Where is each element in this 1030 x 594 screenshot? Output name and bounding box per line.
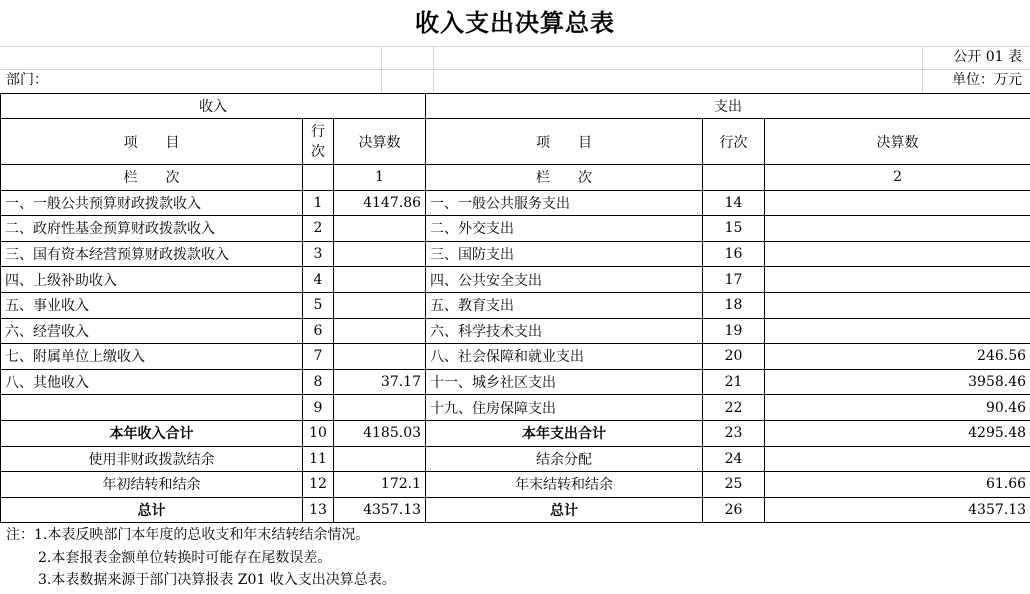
grand-expense-total-no: 26 xyxy=(703,497,765,523)
income-amount xyxy=(334,241,426,267)
table-row xyxy=(1,395,1030,421)
income-row-no: 2 xyxy=(303,216,334,242)
year-income-total-no: 10 xyxy=(303,420,334,446)
nonfiscal-balance-no: 11 xyxy=(303,446,334,472)
income-section-header: 收入 xyxy=(1,94,426,119)
empty-cell xyxy=(303,165,334,191)
table-row xyxy=(1,190,1030,216)
expense-amount: 3958.46 xyxy=(765,369,1030,395)
income-item: 七、附属单位上缴收入 xyxy=(1,344,303,370)
income-item xyxy=(1,395,303,421)
income-expense-table xyxy=(0,93,1030,523)
expense-item: 四、公共安全支出 xyxy=(426,267,703,293)
grand-expense-total-label: 总计 xyxy=(426,497,703,523)
expense-item-header: 项 目 xyxy=(426,119,703,165)
surplus-distribution-amount xyxy=(765,446,1030,472)
income-item: 六、经营收入 xyxy=(1,318,303,344)
table-row xyxy=(1,446,1030,472)
table-row xyxy=(1,344,1030,370)
end-carryover-label: 年末结转和结余 xyxy=(426,472,703,498)
income-row-no-header: 行次 xyxy=(303,119,334,165)
income-item: 二、政府性基金预算财政拨款收入 xyxy=(1,216,303,242)
expense-column-index: 2 xyxy=(765,165,1030,191)
table-row xyxy=(1,216,1030,242)
year-expense-total-amount: 4295.48 xyxy=(765,420,1030,446)
income-column-index: 1 xyxy=(334,165,426,191)
surplus-distribution-label: 结余分配 xyxy=(426,446,703,472)
year-income-total-label: 本年收入合计 xyxy=(1,420,303,446)
empty-cell xyxy=(703,165,765,191)
expense-row-no: 15 xyxy=(703,216,765,242)
expense-row-no: 20 xyxy=(703,344,765,370)
expense-item: 八、社会保障和就业支出 xyxy=(426,344,703,370)
expense-amount xyxy=(765,292,1030,318)
grand-income-total-amount: 4357.13 xyxy=(334,497,426,523)
expense-row-no: 19 xyxy=(703,318,765,344)
income-amount xyxy=(334,344,426,370)
income-amount xyxy=(334,267,426,293)
table-row xyxy=(1,369,1030,395)
expense-item: 一、一般公共服务支出 xyxy=(426,190,703,216)
expense-row-no: 16 xyxy=(703,241,765,267)
table-row xyxy=(1,241,1030,267)
expense-amount: 246.56 xyxy=(765,344,1030,370)
income-item: 八、其他收入 xyxy=(1,369,303,395)
nonfiscal-balance-label: 使用非财政拨款结余 xyxy=(1,446,303,472)
form-code: 公开 01 表 xyxy=(953,49,1022,65)
expense-item: 十九、住房保障支出 xyxy=(426,395,703,421)
income-amount xyxy=(334,216,426,242)
expense-item: 二、外交支出 xyxy=(426,216,703,242)
income-amount xyxy=(334,395,426,421)
begin-carryover-label: 年初结转和结余 xyxy=(1,472,303,498)
income-row-no: 3 xyxy=(303,241,334,267)
table-row xyxy=(1,292,1030,318)
income-row-no: 9 xyxy=(303,395,334,421)
year-expense-total-label: 本年支出合计 xyxy=(426,420,703,446)
note-3: 3.本表数据来源于部门决算报表 Z01 收入支出决算总表。 xyxy=(38,572,396,588)
nonfiscal-balance-amount xyxy=(334,446,426,472)
column-index-label: 栏 次 xyxy=(1,165,303,191)
expense-item: 六、科学技术支出 xyxy=(426,318,703,344)
expense-row-no-header: 行次 xyxy=(703,119,765,165)
expense-amount xyxy=(765,190,1030,216)
income-amount xyxy=(334,318,426,344)
table-row xyxy=(1,318,1030,344)
end-carryover-amount: 61.66 xyxy=(765,472,1030,498)
table-row xyxy=(1,472,1030,498)
expense-amount xyxy=(765,318,1030,344)
income-amount xyxy=(334,292,426,318)
expense-row-no: 21 xyxy=(703,369,765,395)
department-label: 部门： xyxy=(6,72,48,88)
expense-item: 十一、城乡社区支出 xyxy=(426,369,703,395)
income-row-no: 4 xyxy=(303,267,334,293)
income-row-no: 5 xyxy=(303,292,334,318)
income-row-no: 6 xyxy=(303,318,334,344)
expense-item: 五、教育支出 xyxy=(426,292,703,318)
income-row-no: 7 xyxy=(303,344,334,370)
grand-income-total-label: 总计 xyxy=(1,497,303,523)
end-carryover-no: 25 xyxy=(703,472,765,498)
grand-expense-total-amount: 4357.13 xyxy=(765,497,1030,523)
grand-total-row xyxy=(1,497,1030,523)
unit-label: 单位：万元 xyxy=(952,72,1022,88)
income-item: 一、一般公共预算财政拨款收入 xyxy=(1,190,303,216)
income-row-no: 1 xyxy=(303,190,334,216)
notes xyxy=(6,524,396,592)
begin-carryover-amount: 172.1 xyxy=(334,472,426,498)
year-income-total-amount: 4185.03 xyxy=(334,420,426,446)
expense-row-no: 17 xyxy=(703,267,765,293)
note-2: 2.本套报表金额单位转换时可能存在尾数误差。 xyxy=(38,549,332,566)
expense-amount-header: 决算数 xyxy=(765,119,1030,165)
year-total-row xyxy=(1,420,1030,446)
income-item: 三、国有资本经营预算财政拨款收入 xyxy=(1,241,303,267)
expense-amount xyxy=(765,267,1030,293)
note-1: 注：1.本表反映部门本年度的总收支和年末结转结余情况。 xyxy=(6,527,370,543)
grand-income-total-no: 13 xyxy=(303,497,334,523)
sheet-gridlines xyxy=(0,46,1030,93)
expense-row-no: 22 xyxy=(703,395,765,421)
income-amount: 37.17 xyxy=(334,369,426,395)
expense-amount: 90.46 xyxy=(765,395,1030,421)
income-amount: 4147.86 xyxy=(334,190,426,216)
surplus-distribution-no: 24 xyxy=(703,446,765,472)
page-title: 收入支出决算总表 xyxy=(415,8,615,37)
income-amount-header: 决算数 xyxy=(334,119,426,165)
year-expense-total-no: 23 xyxy=(703,420,765,446)
begin-carryover-no: 12 xyxy=(303,472,334,498)
expense-section-header: 支出 xyxy=(426,94,1030,119)
expense-item: 三、国防支出 xyxy=(426,241,703,267)
table-row xyxy=(1,267,1030,293)
income-item: 四、上级补助收入 xyxy=(1,267,303,293)
income-item: 五、事业收入 xyxy=(1,292,303,318)
income-row-no: 8 xyxy=(303,369,334,395)
income-item-header: 项 目 xyxy=(1,119,303,165)
expense-row-no: 14 xyxy=(703,190,765,216)
column-index-label-2: 栏 次 xyxy=(426,165,703,191)
expense-row-no: 18 xyxy=(703,292,765,318)
expense-amount xyxy=(765,216,1030,242)
expense-amount xyxy=(765,241,1030,267)
